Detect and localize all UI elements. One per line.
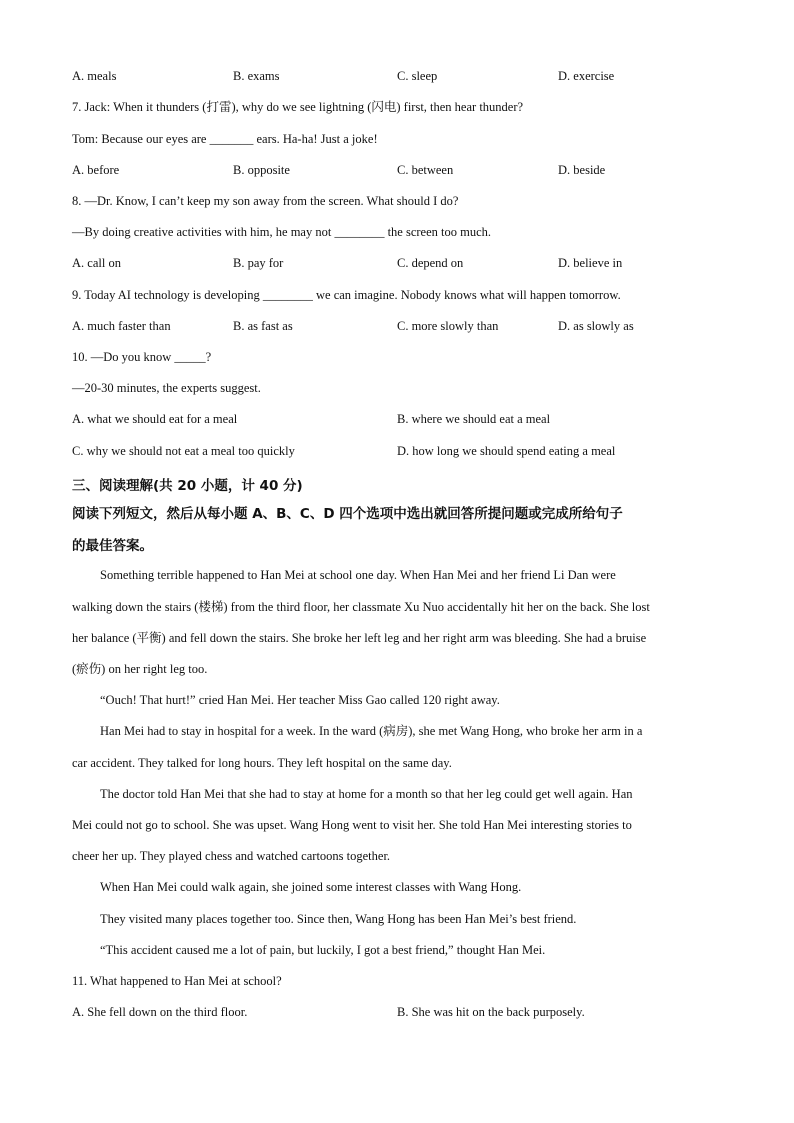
passage-line: car accident. They talked for long hours. They left hospital on the same day.	[72, 756, 452, 770]
instructions-line-1: 阅读下列短文，然后从每小题 A、B、C、D 四个选项中选出就回答所提问题或完成所给句子	[72, 506, 623, 522]
q7-reply: Tom: Because our eyes are _______ ears. Ha-ha! Just a joke!	[72, 132, 378, 146]
passage-line: “This accident caused me a lot of pain, but luckily, I got a best friend,” thought Han Mei.	[100, 943, 546, 957]
option-b[interactable]: B. opposite	[233, 163, 290, 177]
option-d[interactable]: D. believe in	[558, 256, 623, 270]
option-c[interactable]: C. sleep	[397, 69, 438, 83]
option-b[interactable]: B. where we should eat a meal	[397, 412, 551, 426]
option-a[interactable]: A. call on	[72, 256, 121, 270]
option-d[interactable]: D. how long we should spend eating a meal	[397, 444, 616, 458]
q8-reply: —By doing creative activities with him, he may not ________ the screen too much.	[72, 225, 492, 239]
passage-line: “Ouch! That hurt!” cried Han Mei. Her teacher Miss Gao called 120 right away.	[100, 693, 500, 707]
instructions-line-2: 的最佳答案。	[72, 538, 153, 554]
q10-question: 10. —Do you know _____?	[72, 350, 212, 364]
passage-line: Han Mei had to stay in hospital for a week. In the ward (病房), she met Wang Hong, who broke her arm in a	[100, 724, 643, 738]
passage-line: Mei could not go to school. She was upset. Wang Hong went to visit her. She told Han Mei interesting stories to	[72, 818, 632, 832]
option-a[interactable]: A. before	[72, 163, 120, 177]
section-title: 三、阅读理解(共 20 小题，计 40 分)	[72, 478, 303, 494]
q11-question: 11. What happened to Han Mei at school?	[72, 974, 282, 988]
option-c[interactable]: C. more slowly than	[397, 319, 499, 333]
passage-line: walking down the stairs (楼梯) from the third floor, her classmate Xu Nuo accidentally hit her on the back. She lost	[72, 600, 650, 614]
option-a[interactable]: A. She fell down on the third floor.	[72, 1005, 248, 1019]
q9-question: 9. Today AI technology is developing ________ we can imagine. Nobody knows what will happen tomorrow.	[72, 288, 621, 302]
option-a[interactable]: A. much faster than	[72, 319, 171, 333]
option-b[interactable]: B. She was hit on the back purposely.	[397, 1005, 585, 1019]
option-d[interactable]: D. beside	[558, 163, 606, 177]
passage-line: When Han Mei could walk again, she joined some interest classes with Wang Hong.	[100, 880, 522, 894]
passage-line: (瘀伤) on her right leg too.	[72, 662, 208, 676]
q10-reply: —20-30 minutes, the experts suggest.	[72, 381, 261, 395]
passage-line: They visited many places together too. Since then, Wang Hong has been Han Mei’s best friend.	[100, 912, 577, 926]
q8-question: 8. —Dr. Know, I can’t keep my son away from the screen. What should I do?	[72, 194, 459, 208]
option-c[interactable]: C. why we should not eat a meal too quickly	[72, 444, 295, 458]
passage-line: her balance (平衡) and fell down the stairs. She broke her left leg and her right arm was bleeding. She had a bruise	[72, 631, 647, 645]
option-b[interactable]: B. exams	[233, 69, 280, 83]
passage-line: Something terrible happened to Han Mei at school one day. When Han Mei and her friend Li Dan were	[100, 568, 616, 582]
option-d[interactable]: D. as slowly as	[558, 319, 634, 333]
option-b[interactable]: B. as fast as	[233, 319, 293, 333]
option-c[interactable]: C. depend on	[397, 256, 464, 270]
passage-line: The doctor told Han Mei that she had to stay at home for a month so that her leg could get well again. Han	[100, 787, 633, 801]
option-a[interactable]: A. meals	[72, 69, 117, 83]
option-c[interactable]: C. between	[397, 163, 454, 177]
q7-question: 7. Jack: When it thunders (打雷), why do we see lightning (闪电) first, then hear thunder?	[72, 100, 524, 114]
option-b[interactable]: B. pay for	[233, 256, 284, 270]
passage-line: cheer her up. They played chess and watched cartoons together.	[72, 849, 391, 863]
option-a[interactable]: A. what we should eat for a meal	[72, 412, 238, 426]
option-d[interactable]: D. exercise	[558, 69, 615, 83]
